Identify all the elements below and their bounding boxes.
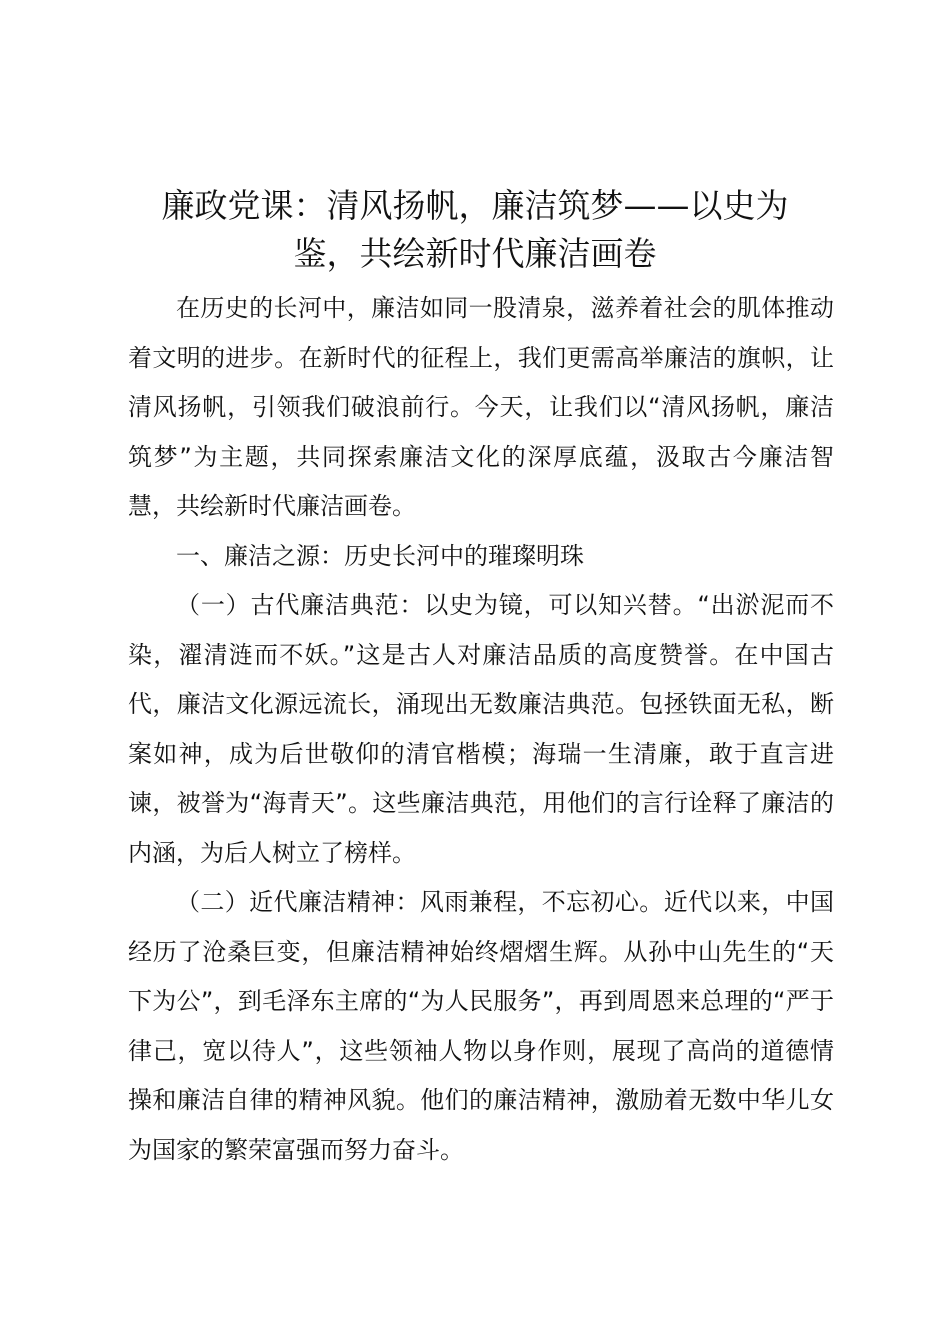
modern-integrity-paragraph: （二）近代廉洁精神：风雨兼程，不忘初心。近代以来，中国经历了沧桑巨变，但廉洁精神始终熠熠生辉。从孙中山先生的“天下为公”，到毛泽东主席的“为人民服务”，再到周恩来总理的“严于律己，宽以待人”，这些领袖人物以身作则，展现了高尚的道德情操和廉洁自律的精神风貌。他们的廉洁精神，激励着无数中华儿女为国家的繁荣富强而努力奋斗。: [128, 888, 834, 1164]
document-title: [110, 182, 840, 278]
intro-paragraph: 在历史的长河中，廉洁如同一股清泉，滋养着社会的肌体推动着文明的进步。在新时代的征程上，我们更需高举廉洁的旗帜，让清风扬帆，引领我们破浪前行。今天，让我们以“清风扬帆，廉洁筑梦”为主题，共同探索廉洁文化的深厚底蕴，汲取古今廉洁智慧，共绘新时代廉洁画卷。: [128, 294, 834, 520]
title-line-2: 鉴，共绘新时代廉洁画卷: [293, 234, 657, 273]
ancient-integrity-paragraph: （一）古代廉洁典范：以史为镜，可以知兴替。“出淤泥而不染，濯清涟而不妖。”这是古人对廉洁品质的高度赞誉。在中国古代，廉洁文化源远流长，涌现出无数廉洁典范。包拯铁面无私，断案如神，成为后世敬仰的清官楷模；海瑞一生清廉，敢于直言进谏，被誉为“海青天”。这些廉洁典范，用他们的言行诠释了廉洁的内涵，为后人树立了榜样。: [128, 591, 834, 867]
section-heading: 一、廉洁之源：历史长河中的璀璨明珠: [176, 541, 584, 570]
title-line-1: 廉政党课：清风扬帆，廉洁筑梦——以史为: [161, 186, 789, 225]
document-body: [128, 284, 834, 1175]
